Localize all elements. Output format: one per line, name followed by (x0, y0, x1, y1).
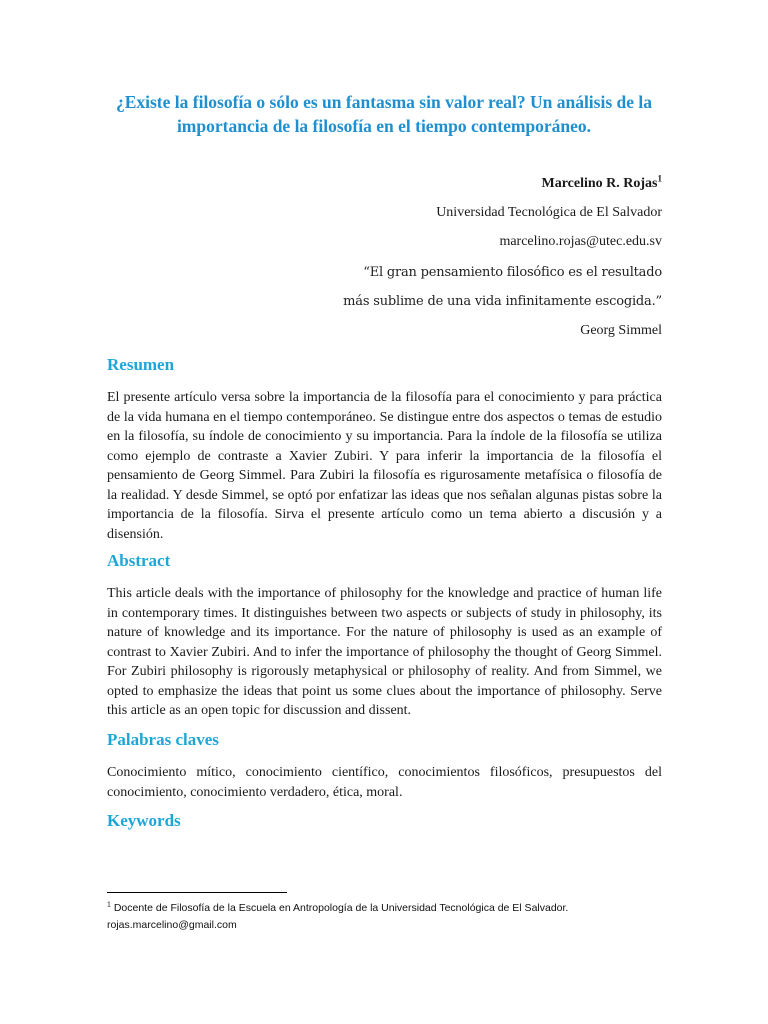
epigraph-line-1: “El gran pensamiento filosófico es el resultado (363, 265, 662, 280)
footnote-email: rojas.marcelino@gmail.com (107, 919, 237, 931)
footnote-mark: 1 (107, 901, 111, 909)
author-footnote-mark: 1 (657, 173, 662, 184)
author-name-text: Marcelino R. Rojas (541, 176, 658, 191)
heading-palabras-claves: Palabras claves (107, 730, 219, 749)
author-affiliation: Universidad Tecnológica de El Salvador (436, 205, 662, 220)
palabras-claves-body: Conocimiento mítico, conocimiento científico, conocimientos filosóficos, presupuestos del conocimiento, conocimiento verdadero, ética, moral. (107, 765, 662, 800)
footnote-text: Docente de Filosofía de la Escuela en Antropología de la Universidad Tecnológica de El Salvador. (110, 902, 569, 914)
epigraph-attribution: Georg Simmel (580, 323, 662, 338)
resumen-body: El presente artículo versa sobre la importancia de la filosofía para el conocimiento y para práctica de la vida humana en el tiempo contemporáneo. Se distingue entre dos aspectos o temas de estudio en la filosofía, su índole de conocimiento y su importancia. Para la índole de la filosofía se utiliza como ejemplo de contraste a Xavier Zubiri. Y para inferir la importancia de la filosofía el pensamiento de Georg Simmel. Para Zubiri la filosofía es rigurosamente metafísica o filosofía de la realidad. Y desde Simmel, se optó por enfatizar las ideas que nos señalan algunas pistas sobre la importancia de la filosofía. Sirva el presente artículo como un tema abierto a discusión y a disensión. (107, 390, 662, 542)
footnote-1 (107, 900, 667, 917)
paper-title: ¿Existe la filosofía o sólo es un fantasma sin valor real? Un análisis de la importancia de la filosofía en el tiempo contemporáneo. (115, 92, 653, 136)
abstract-body: This article deals with the importance of philosophy for the knowledge and practice of human life in contemporary times. It distinguishes between two aspects or subjects of study in philosophy, its nature of knowledge and its importance. For the nature of philosophy is used as an example of contrast to Xavier Zubiri. And to infer the importance of philosophy the thought of Georg Simmel. For Zubiri philosophy is rigorously metaphysical or philosophy of reality. And from Simmel, we opted to emphasize the ideas that point us some clues about the importance of philosophy. Serve this article as an open topic for discussion and dissent. (107, 586, 662, 718)
heading-abstract: Abstract (107, 551, 171, 570)
epigraph-line-2: más sublime de una vida infinitamente escogida.” (343, 294, 662, 309)
author-name (541, 173, 663, 192)
footnote-separator (107, 892, 287, 893)
heading-resumen: Resumen (107, 355, 175, 374)
author-email: marcelino.rojas@utec.edu.sv (499, 234, 662, 249)
heading-keywords: Keywords (107, 811, 181, 830)
